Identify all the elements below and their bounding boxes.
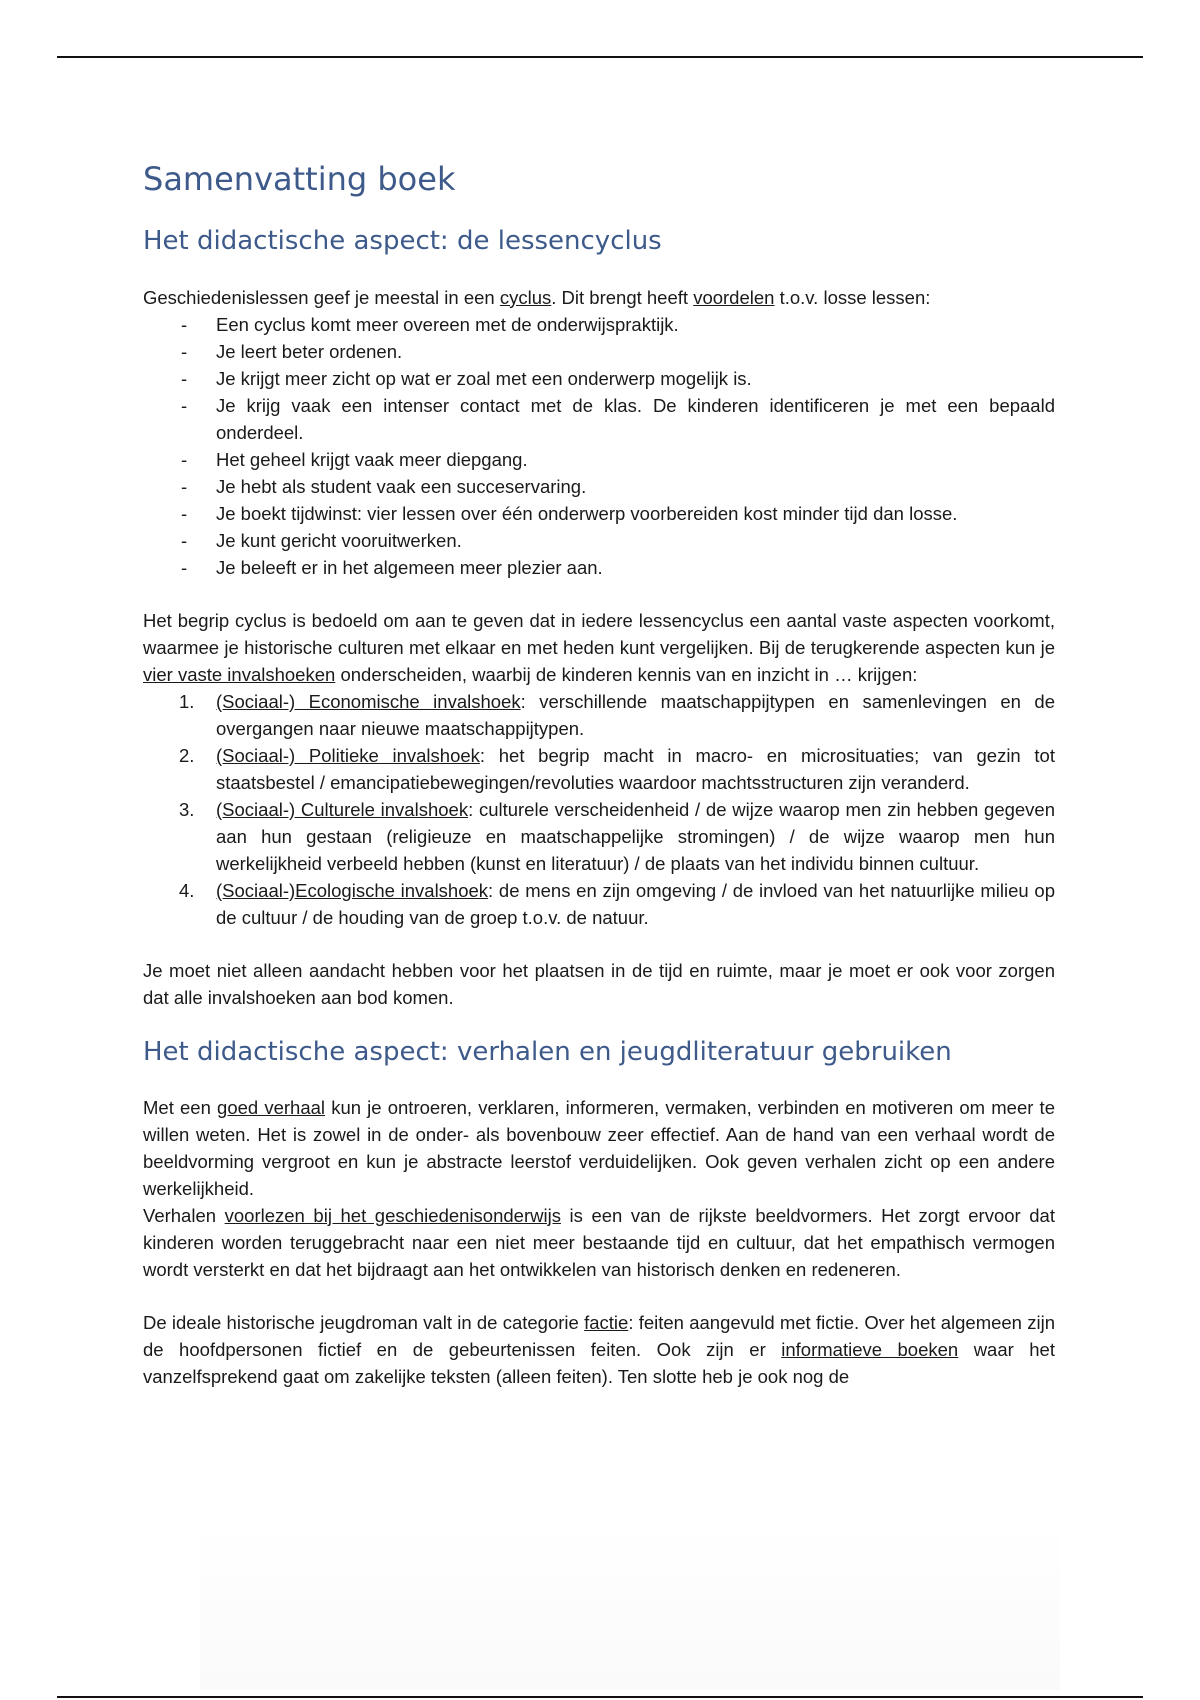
advantages-list	[143, 311, 1055, 581]
page-fade	[200, 1520, 1060, 1690]
list-item: - Je beleeft er in het algemeen meer plezier aan.	[143, 554, 1055, 581]
list-item: - Het geheel krijgt vaak meer diepgang.	[143, 446, 1055, 473]
header-rule	[57, 56, 1143, 58]
list-item: - Je leert beter ordenen.	[143, 338, 1055, 365]
invalshoeken-paragraph: Je moet niet alleen aandacht hebben voor het plaatsen in de tijd en ruimte, maar je moet er ook voor zorgen dat alle invalshoeken aan bod komen.	[143, 959, 1055, 1008]
footer-rule	[57, 1696, 1143, 1698]
list-item: - Je hebt als student vaak een succeservaring.	[143, 473, 1055, 500]
list-item: - Je krijg vaak een intenser contact met de klas. De kinderen identificeren je met een bepaald onderdeel.	[143, 392, 1055, 446]
voorlezen-paragraph: Verhalen voorlezen bij het geschiedenisonderwijs is een van de rijkste beeldvormers. Het zorgt ervoor dat kinderen worden teruggebracht naar een niet meer bestaande tijd en cultuur, dat het empathisch vermogen wordt versterkt en dat het bijdraagt aan het ontwikkelen van historisch denken en redeneren.	[143, 1204, 1055, 1280]
list-item: - Je krijgt meer zicht op wat er zoal met een onderwerp mogelijk is.	[143, 365, 1055, 392]
invalshoeken-list	[143, 688, 1055, 931]
intro-paragraph: Geschiedenislessen geef je meestal in een cyclus. Dit brengt heeft voordelen t.o.v. losse lessen:	[143, 286, 931, 308]
list-item: - Je kunt gericht vooruitwerken.	[143, 527, 1055, 554]
list-item: - Je boekt tijdwinst: vier lessen over één onderwerp voorbereiden kost minder tijd dan losse.	[143, 500, 1055, 527]
document-title: Samenvatting boek	[143, 160, 456, 198]
list-item: 2. (Sociaal-) Politieke invalshoek: het begrip macht in macro- en microsituaties; van gezin tot staatsbestel / emancipatiebewegingen/revoluties waardoor machtsstructuren zijn veranderd.	[179, 744, 1055, 793]
cyclus-paragraph: Het begrip cyclus is bedoeld om aan te geven dat in iedere lessencyclus een aantal vaste aspecten voorkomt, waarmee je historische culturen met elkaar en met heden kunt vergelijken. Bij de terugkerende aspecten kun je vier vaste invalshoeken onderscheiden, waarbij de kinderen kennis van en inzicht in … krijgen:	[143, 609, 1055, 685]
verhaal-paragraph: Met een goed verhaal kun je ontroeren, verklaren, informeren, vermaken, verbinden en motiveren om meer te willen weten. Het is zowel in de onder- als bovenbouw zeer effectief. Aan de hand van een verhaal wordt de beeldvorming vergroot en kun je abstracte leerstof verduidelijken. Ook geven verhalen zicht op een andere werkelijkheid.	[143, 1096, 1055, 1199]
document-page	[143, 160, 1055, 1390]
section-heading-verhalen: Het didactische aspect: verhalen en jeugdliteratuur gebruiken	[143, 1036, 952, 1067]
jeugdroman-paragraph: De ideale historische jeugdroman valt in de categorie factie: feiten aangevuld met fictie. Over het algemeen zijn de hoofdpersonen fictief en de gebeurtenissen feiten. Ook zijn er informatieve boeken waar het vanzelfsprekend gaat om zakelijke teksten (alleen feiten). Ten slotte heb je ook nog de	[143, 1311, 1055, 1387]
section-heading-lessencyclus: Het didactische aspect: de lessencyclus	[143, 226, 662, 257]
list-item: 1. (Sociaal-) Economische invalshoek: verschillende maatschappijtypen en samenlevingen en de overgangen naar nieuwe maatschappijtypen.	[179, 690, 1056, 739]
list-item: - Een cyclus komt meer overeen met de onderwijspraktijk.	[143, 311, 1055, 338]
list-item: 4. (Sociaal-)Ecologische invalshoek: de mens en zijn omgeving / de invloed van het natuurlijke milieu op de cultuur / de houding van de groep t.o.v. de natuur.	[179, 879, 1055, 928]
list-item: 3. (Sociaal-) Culturele invalshoek: culturele verscheidenheid / de wijze waarop men zin hebben gegeven aan hun gestaan (religieuze en maatschappelijke stromingen) / de wijze waarop men hun werkelijkheid verbeeld hebben (kunst en literatuur) / de plaats van het individu binnen cultuur.	[179, 798, 1056, 874]
